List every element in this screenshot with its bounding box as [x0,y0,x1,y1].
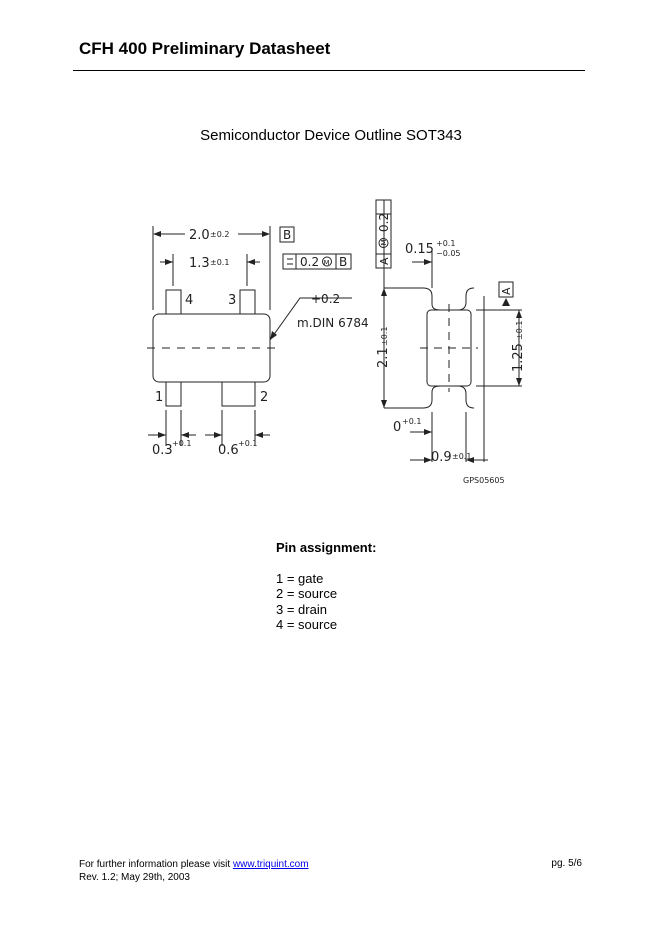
dim-pitch-tol: ±0.1 [210,258,230,267]
fcf-pitch-mod: M [323,259,330,267]
footer-revision: Rev. 1.2; May 29th, 2003 [79,872,190,883]
pin-1-label: 1 [155,390,164,405]
dim-width: 2.0 [189,228,210,243]
dim-depth-tol: ±0.1 [452,452,472,461]
lead-2 [222,382,255,406]
fcf-pitch-value: 0.2 [300,255,320,269]
dim-height-tol: ±0.1 [380,326,389,346]
website-link[interactable]: www.triquint.com [232,859,309,870]
dim-width-tol: ±0.2 [210,230,230,239]
dim-lead-width-2-tol: +0.1 [238,439,258,448]
note-tolerance: +0.2 [311,292,341,306]
dim-pitch: 1.3 [189,256,210,271]
page-number: pg. 5/6 [551,858,582,869]
dim-depth: 0.9 [431,450,452,465]
drawing-id: GPS05605 [463,476,505,485]
dim-height: 2.1 [376,347,391,368]
lead-profile [384,288,474,310]
dim-lead-thickness-tol-up: +0.1 [436,239,456,248]
fcf-side-ref: A [378,257,391,265]
dim-body-height: 1.25 [511,343,526,372]
note-standard: m.DIN 6784 [297,316,369,330]
lead-1 [166,382,181,406]
lead-3 [240,290,255,314]
pin-item: 3 = drain [276,601,327,617]
pin-item: 1 = gate [276,570,324,586]
footer-info-text: For further information please visit [79,859,233,870]
fcf-side-value: 0.2 [377,212,391,232]
pin-4-label: 4 [185,293,194,308]
lead-4 [166,290,181,314]
section-title: Semiconductor Device Outline SOT343 [200,127,462,144]
document-title: CFH 400 Preliminary Datasheet [79,39,331,58]
dim-standoff: 0 [393,420,402,435]
pin-2-label: 2 [260,390,269,405]
pin-assignment [276,540,376,633]
footer [79,858,309,884]
fcf-side-mod: M [380,239,388,246]
datum-a-label: A [500,287,513,295]
pin-assignment-heading: Pin assignment: [276,540,377,555]
pin-item: 2 = source [276,586,338,601]
dim-lead-width: 0.3 [152,443,173,458]
dim-lead-width-tol: +0.1 [172,439,192,448]
dim-lead-thickness: 0.15 [405,242,434,257]
dim-lead-thickness-tol-down: −0.05 [436,249,461,258]
dim-body-height-tol: ±0.1 [515,320,524,340]
pin-item: 4 = source [276,617,338,632]
footer-info [79,858,309,871]
dim-lead-width-2: 0.6 [218,443,239,458]
datum-b-label: B [283,228,292,242]
dim-standoff-tol: +0.1 [402,417,422,426]
fcf-pitch-ref: B [339,255,348,269]
pin-3-label: 3 [228,293,237,308]
